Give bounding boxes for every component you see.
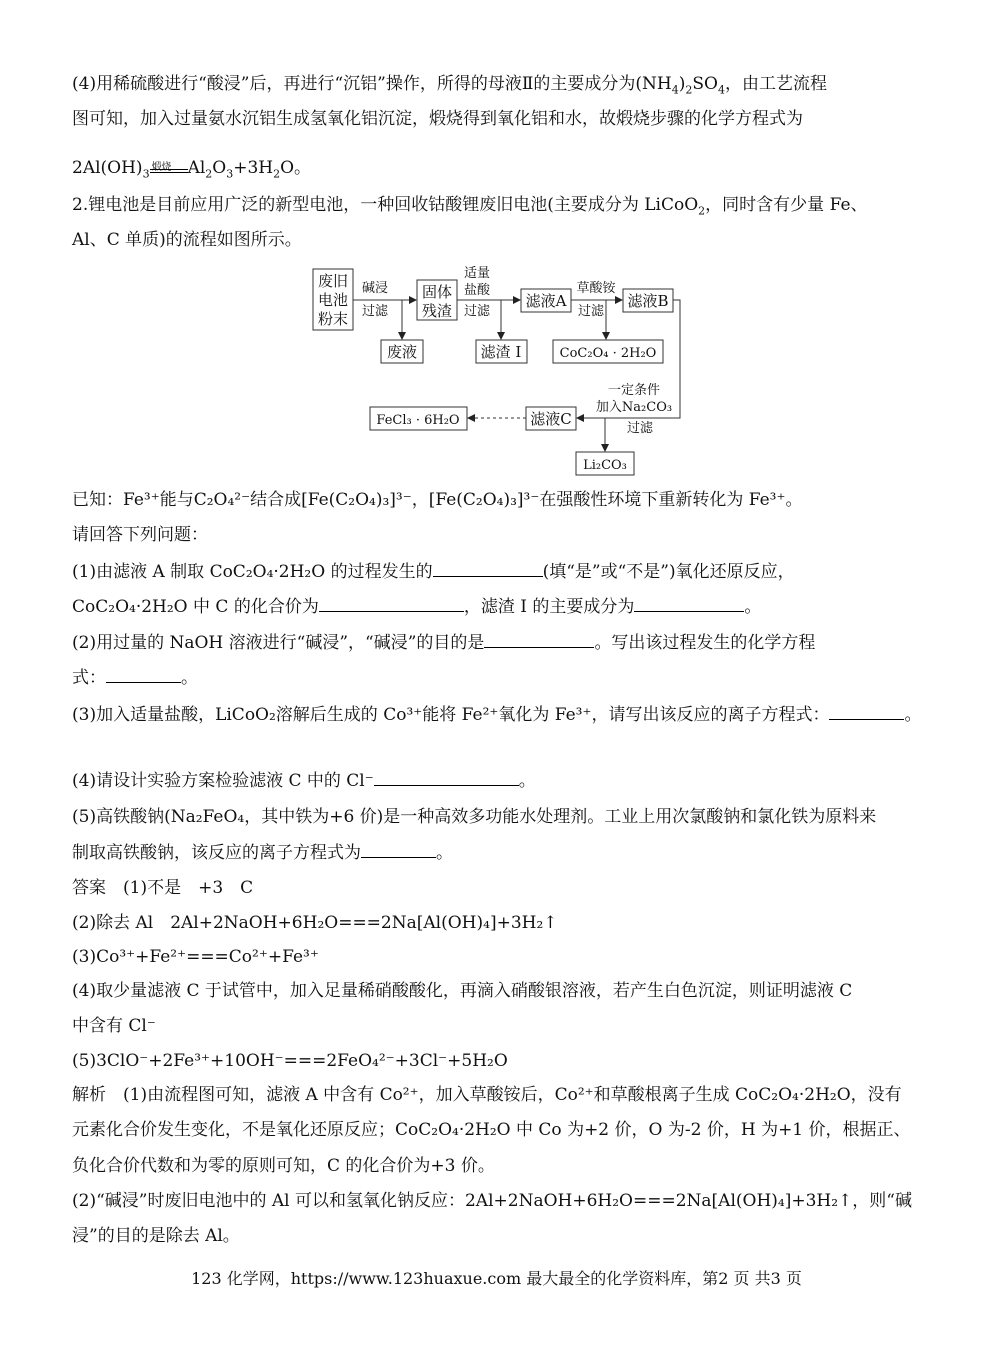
waste-battery-line1: 废旧 [317, 272, 349, 290]
filtrate-a-label: 滤液A [525, 292, 567, 310]
alkali-label-2: 过滤 [361, 304, 389, 319]
q2-intro-line1: 2.锂电池是目前应用广泛的新型电池，一种回收钴酸锂废旧电池(主要成分为 LiCoO$_2$，同时含有少量 Fe、 [72, 195, 868, 218]
analysis-line4: (2)“碱浸”时废旧电池中的 Al 可以和氢氧化钠反应：2Al+2NaOH+6H₂O===2Na[Al(OH)₄]+3H₂↑，则“碱 [72, 1191, 912, 1211]
calcination-equation: $2Al(OH)_3$ 煅烧 $Al_2O_3+3H_2O$。 [72, 158, 312, 181]
question-1-line1: (1)由滤液 A 制取 CoC₂O₄·2H₂O 的过程发生的 (填“是”或“不是”)氧化还原反应， [72, 562, 795, 582]
residue-1-label: 滤渣 Ⅰ [480, 343, 522, 361]
question-4: (4)请设计实验方案检验滤液 C 中的 Cl⁻ 。 [72, 771, 536, 791]
answer-blank[interactable] [374, 769, 519, 786]
answer-4-line2: 中含有 Cl⁻ [72, 1016, 156, 1036]
answer-4-line1: (4)取少量滤液 C 于试管中，加入足量稀硝酸酸化，再滴入硝酸银溶液，若产生白色沉淀，则证明滤液 C [72, 981, 853, 1001]
solid-residue-line2: 残渣 [421, 302, 453, 320]
question-2-line1: (2)用过量的 NaOH 溶液进行“碱浸”，“碱浸”的目的是 。写出该过程发生的化学方程 [72, 633, 816, 653]
answer-2: (2)除去 Al 2Al+2NaOH+6H₂O===2Na[Al(OH)₄]+3H₂↑ [72, 913, 558, 933]
answer-prompt: 请回答下列问题： [72, 525, 208, 545]
q2-intro-line2: Al、C 单质)的流程如图所示。 [72, 230, 302, 250]
na2co3-label-1: 一定条件 [607, 383, 661, 398]
question-5-line1: (5)高铁酸钠(Na₂FeO₄，其中铁为+6 价)是一种高效多功能水处理剂。工业上用次氯酸钠和氯化铁为原料来 [72, 807, 877, 827]
solid-residue-line1: 固体 [421, 283, 453, 301]
li2co3-label: Li₂CO₃ [583, 458, 627, 473]
answer-3: (3)Co³⁺+Fe²⁺===Co²⁺+Fe³⁺ [72, 947, 319, 967]
part4-line1: (4)用稀硫酸进行“酸浸”后，再进行“沉铝”操作，所得的母液Ⅱ的主要成分为$(NH_4)_2SO_4$，由工艺流程 [72, 74, 827, 97]
page-footer: 123 化学网，https://www.123huaxue.com 最大最全的化学资料库，第2 页 共3 页 [191, 1269, 802, 1288]
coc2o4-label: CoC₂O₄ · 2H₂O [559, 346, 657, 361]
oxalate-label-2: 过滤 [577, 304, 605, 319]
oxalate-label-1: 草酸铵 [576, 281, 616, 296]
answer-blank[interactable] [829, 703, 904, 720]
known-info: 已知：Fe³⁺能与C₂O₄²⁻结合成[Fe(C₂O₄)₃]³⁻，[Fe(C₂O₄)₃]³⁻在强酸性环境下重新转化为 Fe³⁺。 [72, 490, 803, 510]
filtrate-b-label: 滤液B [627, 292, 669, 310]
analysis-line5: 浸”的目的是除去 Al。 [72, 1226, 240, 1246]
analysis-line3: 负化合价代数和为零的原则可知，C 的化合价为+3 价。 [72, 1156, 495, 1176]
waste-battery-line3: 粉末 [317, 310, 349, 328]
question-2-line2: 式： 。 [72, 668, 198, 688]
answer-blank[interactable] [361, 841, 436, 858]
part4-line2: 图可知，加入过量氨水沉铝生成氢氧化铝沉淀，煅烧得到氧化铝和水，故煅烧步骤的化学方程式为 [72, 109, 803, 129]
acid-label-3: 过滤 [463, 304, 491, 319]
filtrate-c-label: 滤液C [530, 410, 572, 428]
answer-5: (5)3ClO⁻+2Fe³⁺+10OH⁻===2FeO₄²⁻+3Cl⁻+5H₂O [72, 1051, 508, 1071]
answer-1: 答案 (1)不是 +3 C [72, 878, 254, 898]
analysis-line1: 解析 (1)由流程图可知，滤液 A 中含有 Co²⁺，加入草酸铵后，Co²⁺和草酸根离子生成 CoC₂O₄·2H₂O，没有 [72, 1085, 902, 1105]
waste-liquid-label: 废液 [386, 343, 418, 361]
answer-blank[interactable] [634, 595, 744, 612]
question-3: (3)加入适量盐酸，LiCoO₂溶解后生成的 Co³⁺能将 Fe²⁺氧化为 Fe³⁺，请写出该反应的离子方程式： 。 [72, 705, 922, 725]
acid-label-2: 盐酸 [463, 283, 491, 298]
fecl3-label: FeCl₃ · 6H₂O [376, 413, 460, 428]
alkali-label-1: 碱浸 [361, 281, 389, 296]
answer-blank[interactable] [433, 560, 543, 577]
answer-blank[interactable] [106, 666, 181, 683]
analysis-line2: 元素化合价发生变化，不是氧化还原反应；CoC₂O₄·2H₂O 中 Co 为+2 价，O 为-2 价，H 为+1 价，根据正、 [72, 1120, 911, 1140]
equation-condition: 煅烧 [151, 162, 172, 173]
na2co3-label-2: 加入Na₂CO₃ [595, 400, 673, 415]
answer-blank[interactable] [484, 631, 594, 648]
acid-label-1: 适量 [463, 266, 491, 281]
process-flow-diagram [0, 0, 993, 480]
question-1-line2: CoC₂O₄·2H₂O 中 C 的化合价为 ，滤渣 Ⅰ 的主要成分为 。 [72, 597, 762, 617]
na2co3-label-3: 过滤 [626, 421, 654, 436]
answer-blank[interactable] [319, 595, 464, 612]
waste-battery-line2: 电池 [317, 291, 349, 309]
question-5-line2: 制取高铁酸钠，该反应的离子方程式为 。 [72, 843, 453, 863]
